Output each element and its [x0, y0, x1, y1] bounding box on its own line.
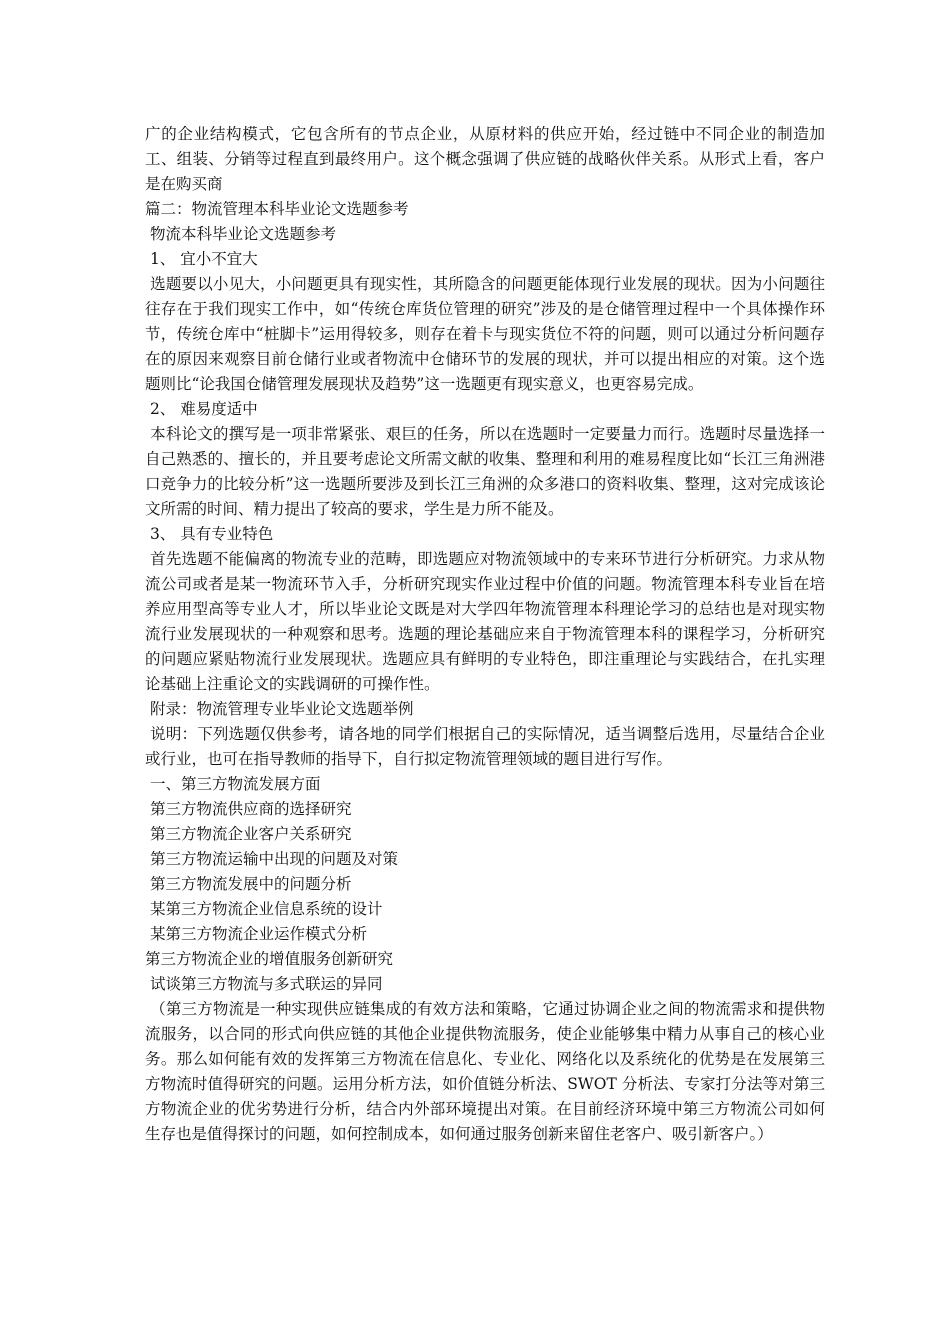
topic-item: 第三方物流发展中的问题分析 [145, 875, 352, 893]
section-heading-part-two: 篇二：物流管理本科毕业论文选题参考 [145, 200, 409, 218]
topic-item: 第三方物流企业客户关系研究 [145, 825, 352, 843]
point-body-2: 本科论文的撰写是一项非常紧张、艰巨的任务，所以在选题时一定要量力而行。选题时尽量选择一自己熟悉的、擅长的，并且要考虑论文所需文献的收集、整理和利用的难易程度比如“长江三角洲港口竞争力的比较分析”这一选题所要涉及到长江三角洲的众多港口的资料收集、整理，这对完成该论文所需的时间、精力提出了较高的要求，学生是力所不能及。 [145, 425, 825, 518]
topic-group-heading: 一、第三方物流发展方面 [145, 775, 321, 793]
topic-explanation: （第三方物流是一种实现供应链集成的有效方法和策略，它通过协调企业之间的物流需求和提供物流服务，以合同的形式向供应链的其他企业提供物流服务，使企业能够集中精力从事自己的核心业务。那么如何能有效的发挥第三方物流在信息化、专业化、网络化以及系统化的优势是在发展第三方物流时值得研究的问题。运用分析方法，如价值链分析法、SWOT 分析法、专家打分法等对第三方物流企业的优劣势进行分析，结合内外部环境提出对策。在目前经济环境中第三方物流公司如何生存也是值得探讨的问题，如何控制成本，如何通过服务创新来留住老客户、吸引新客户。） [145, 1000, 825, 1143]
document-body [145, 122, 825, 1147]
topic-item: 某第三方物流企业运作模式分析 [145, 925, 367, 943]
point-heading-3: 3、 具有专业特色 [145, 525, 274, 543]
point-heading-2: 2、 难易度适中 [145, 400, 258, 418]
appendix-note: 说明：下列选题仅供参考，请各地的同学们根据自己的实际情况，适当调整后选用，尽量结合企业或行业，也可在指导教师的指导下，自行拟定物流管理领域的题目进行写作。 [145, 725, 825, 768]
topic-item: 第三方物流运输中出现的问题及对策 [145, 850, 398, 868]
topic-item: 试谈第三方物流与多式联运的异同 [145, 975, 383, 993]
point-heading-1: 1、 宜小不宜大 [145, 250, 258, 268]
topic-item: 某第三方物流企业信息系统的设计 [145, 900, 383, 918]
point-body-1: 选题要以小见大，小问题更具有现实性，其所隐含的问题更能体现行业发展的现状。因为小问题往往存在于我们现实工作中，如“传统仓库货位管理的研究”涉及的是仓储管理过程中一个具体操作环节，传统仓库中“桩脚卡”运用得较多，则存在着卡与现实货位不符的问题，则可以通过分析问题存在的原因来观察目前仓储行业或者物流中仓储环节的发展的现状，并可以提出相应的对策。这个选题则比“论我国仓储管理发展现状及趋势”这一选题更有现实意义，也更容易完成。 [145, 275, 825, 393]
appendix-heading: 附录：物流管理专业毕业论文选题举例 [145, 700, 414, 718]
topic-item: 第三方物流供应商的选择研究 [145, 800, 352, 818]
document-title: 物流本科毕业论文选题参考 [145, 225, 336, 243]
point-body-3: 首先选题不能偏离的物流专业的范畴，即选题应对物流领域中的专来环节进行分析研究。力求从物流公司或者是某一物流环节入手，分析研究现实作业过程中价值的问题。物流管理本科专业旨在培养应用型高等专业人才，所以毕业论文既是对大学四年物流管理本科理论学习的总结也是对现实物流行业发展现状的一种观察和思考。选题的理论基础应来自于物流管理本科的课程学习，分析研究的问题应紧贴物流行业发展现状。选题应具有鲜明的专业特色，即注重理论与实践结合，在扎实理论基础上注重论文的实践调研的可操作性。 [145, 550, 825, 693]
topic-item: 第三方物流企业的增值服务创新研究 [145, 950, 394, 968]
paragraph-intro-continuation: 广的企业结构模式，它包含所有的节点企业，从原材料的供应开始，经过链中不同企业的制造加工、组装、分销等过程直到最终用户。这个概念强调了供应链的战略伙伴关系。从形式上看，客户是在购买商 [145, 125, 825, 193]
